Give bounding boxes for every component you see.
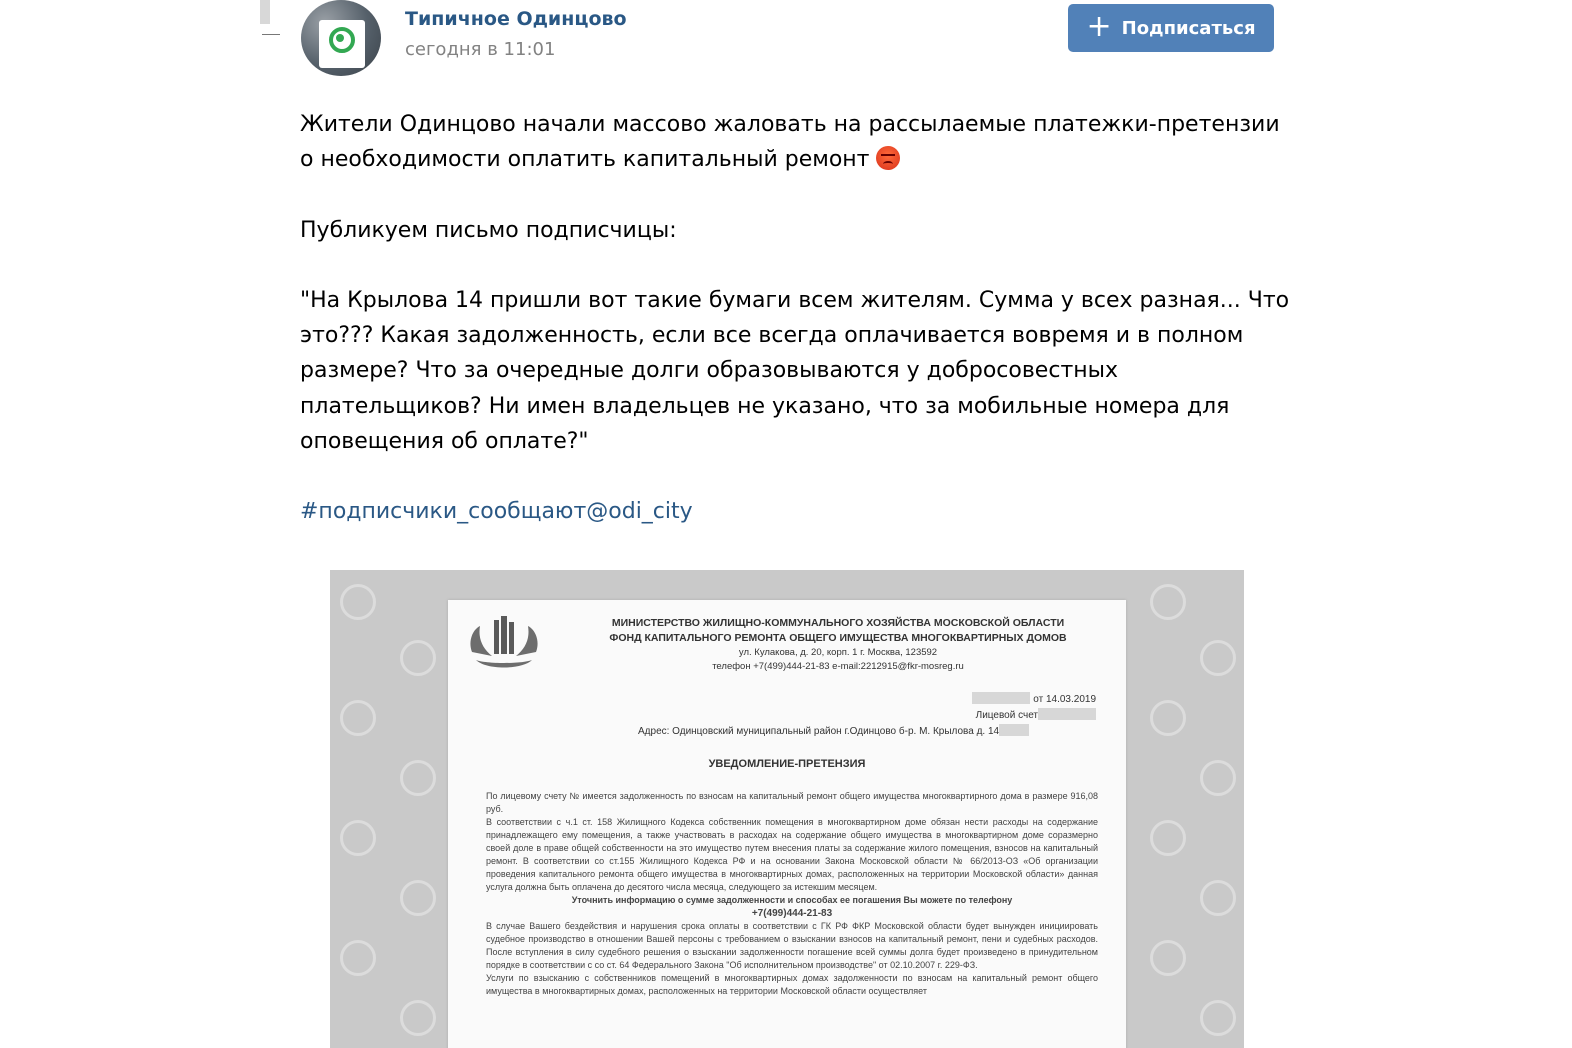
- plus-icon: +: [1086, 8, 1112, 44]
- group-name-link[interactable]: Типичное Одинцово: [405, 8, 627, 30]
- avatar-logo-icon: [319, 20, 365, 68]
- account-label: Лицевой счет: [975, 710, 1038, 721]
- redacted-block: [1038, 708, 1096, 720]
- group-avatar[interactable]: [301, 0, 381, 76]
- document-paragraph: Услуги по взысканию с собственников помещений в многоквартирных домах задолженности по взносам на капитальный ремонт общего имущества в многоквартирных домах, расположенных на территории Московской области осуществляет: [486, 973, 1098, 996]
- document-phone: +7(499)444-21-83: [751, 908, 833, 919]
- redacted-block: [999, 724, 1029, 736]
- document-date: от 14.03.2019: [1033, 694, 1096, 705]
- left-edge-fragment: [256, 0, 282, 44]
- post-text: [300, 107, 1290, 529]
- document-paragraph: В случае Вашего бездействия и нарушения срока оплаты в соответствии с ГК РФ ФКР Московской области будет вынужден инициировать судебное производство в отношении Вашей персоны с требованием о взыскании взносов на капитальный ремонт, пени и судебных расходов. После вступления в силу судебного решения о взыскании задолженности погашение всей суммы долга будет произведено в принудительном порядке в соответствии с со ст. 64 Федерального Закона "Об исполнительном производстве" от 02.10.2007 г. 229-ФЗ.: [486, 921, 1098, 970]
- document-address: Адрес: Одинцовский муниципальный район г.Одинцово б-р. М. Крылова д. 14: [638, 724, 1029, 737]
- fund-address: ул. Кулакова, д. 20, корп. 1 г. Москва, 123592: [738, 647, 938, 658]
- fund-contacts: телефон +7(499)444-21-83 e-mail:2212915@fkr-mosreg.ru: [712, 661, 964, 672]
- post-time[interactable]: сегодня в 11:01: [405, 39, 556, 60]
- document-body: [486, 790, 1098, 998]
- fund-logo-icon: [466, 612, 542, 674]
- document-title: УВЕДОМЛЕНИЕ-ПРЕТЕНЗИЯ: [708, 758, 866, 770]
- ministry-name: МИНИСТЕРСТВО ЖИЛИЩНО-КОММУНАЛЬНОГО ХОЗЯЙСТВА МОСКОВСКОЙ ОБЛАСТИ: [611, 617, 1065, 629]
- post-paragraph-1: Жители Одинцово начали массово жаловать на рассылаемые платежки-претензии о необходимости оплатить капитальный ремонт: [300, 112, 1280, 173]
- document-header: [538, 616, 1138, 674]
- notice-document: [448, 600, 1126, 1048]
- hashtag-link[interactable]: #подписчики_сообщают@odi_city: [300, 499, 693, 525]
- post-photo[interactable]: [330, 570, 1244, 1048]
- fund-name: ФОНД КАПИТАЛЬНОГО РЕМОНТА ОБЩЕГО ИМУЩЕСТВА МНОГОКВАРТИРНЫХ ДОМОВ: [609, 632, 1067, 644]
- document-paragraph: В соответствии с ч.1 ст. 158 Жилищного Кодекса собственник помещения в многоквартирном доме обязан нести расходы на содержание принадлежащего ему помещения, а также участвовать в расходах на содержание общего имущества в многоквартирном доме соразмерно своей доле в праве общей собственности на это имущество путем внесения платы за содержание жилого помещения, взносов на капитальный ремонт. В соответствии со ст.155 Жилищного Кодекса РФ и на основании Закона Московской области № 66/2013-ОЗ «Об организации проведения капитального ремонта общего имущества в многоквартирных домах, расположенных на территории Московской области» данная услуга должна быть оплачена до десятого числа месяца, следующего за истекшим месяцем.: [486, 817, 1098, 892]
- document-paragraph: По лицевому счету № имеется задолженность по взносам на капитальный ремонт общего имущества многоквартирного дома в размере 916,08 руб.: [486, 791, 1098, 814]
- post-paragraph-3: "На Крылова 14 пришли вот такие бумаги всем жителям. Сумма у всех разная... Что это??? Какая задолженность, если все всегда оплачивается вовремя и в полном размере? Что за очередные долги образовываются у добросовестных плательщиков? Ни имен владельцев не указано, что за мобильные номера для оповещения об оплате?": [300, 287, 1290, 454]
- document-meta: [972, 692, 1096, 724]
- document-paragraph: Уточнить информацию о сумме задолженности и способах ее погашения Вы можете по телефону: [571, 895, 1013, 905]
- post-paragraph-2: Публикуем письмо подписчицы:: [300, 217, 677, 243]
- angry-face-icon: [876, 146, 900, 170]
- redacted-block: [972, 692, 1030, 704]
- subscribe-button[interactable]: [1068, 4, 1274, 52]
- subscribe-label: Подписаться: [1121, 17, 1256, 39]
